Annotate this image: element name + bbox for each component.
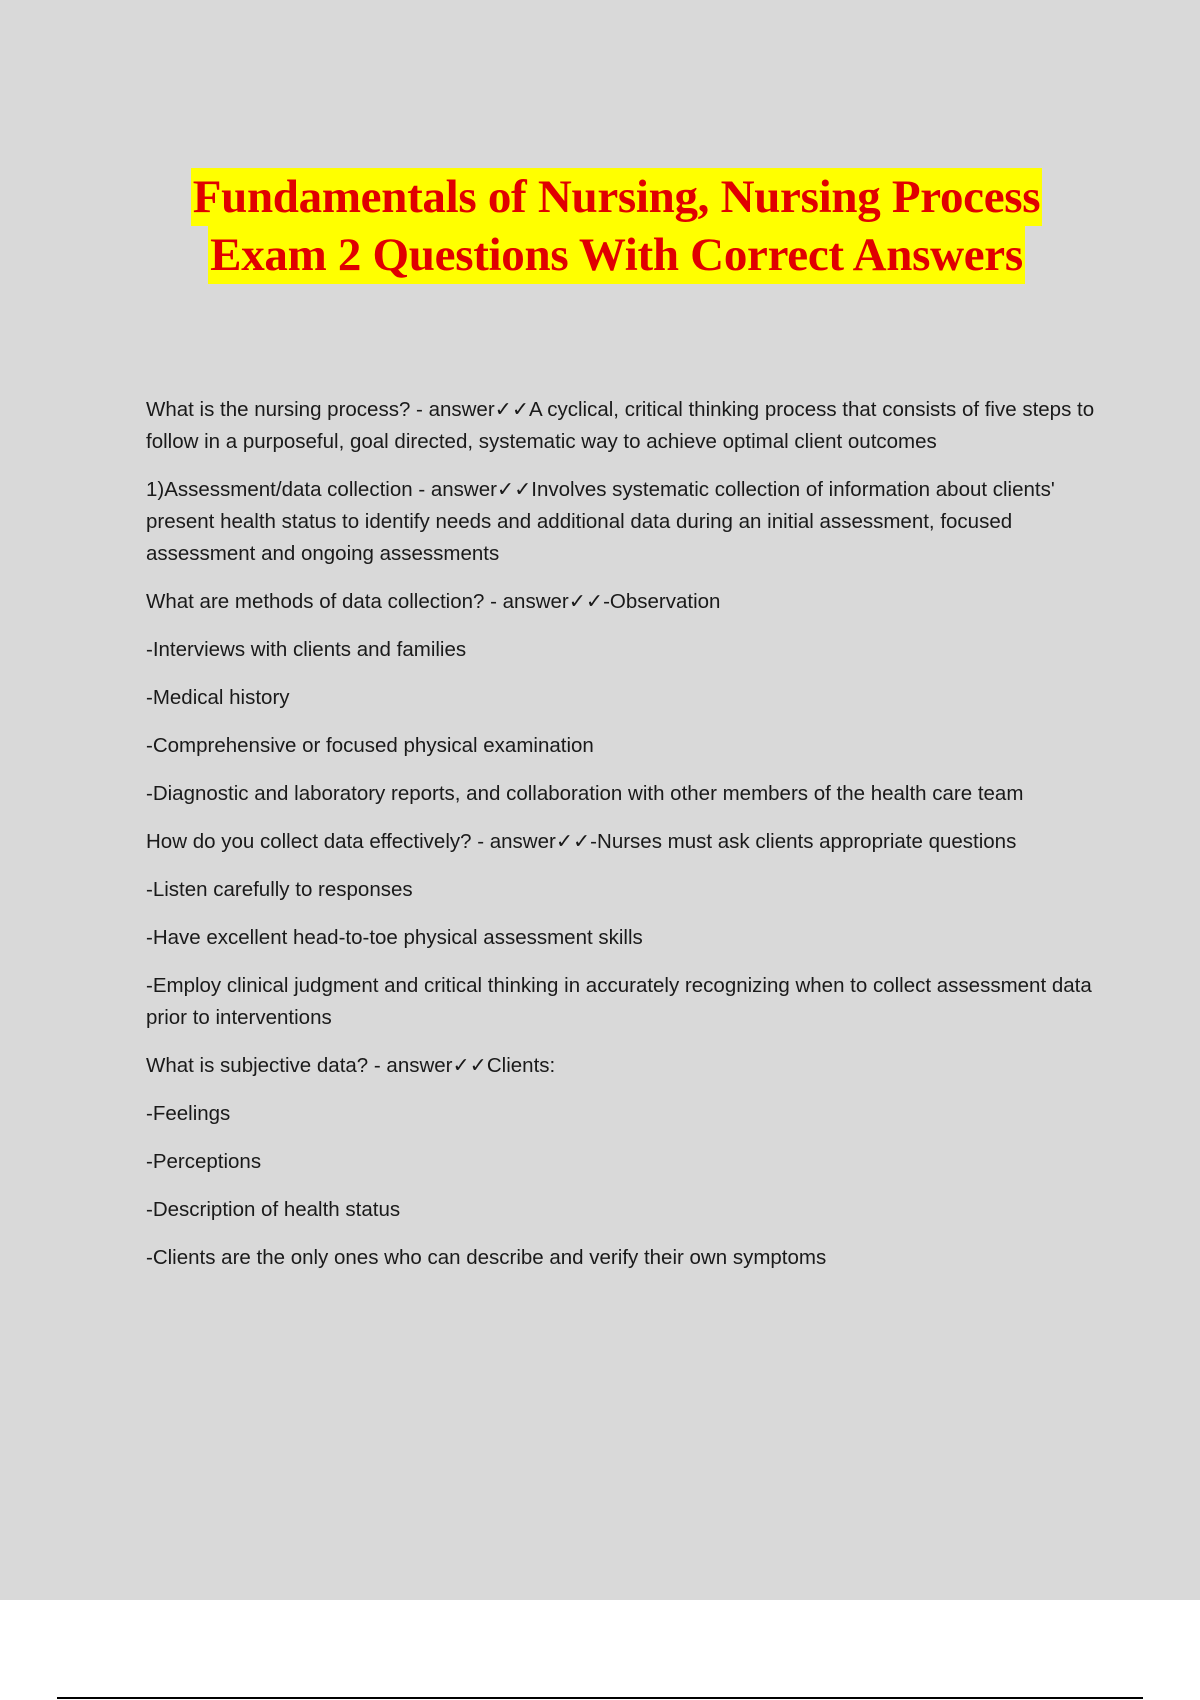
question-assessment: 1)Assessment/data collection - answer✓✓Involves systematic collection of information about clients' present health status to identify needs and additional data during an initial assessment, focused assessment and ongoing assessments [146,478,1055,565]
title-line-1: Fundamentals of Nursing, Nursing Process [191,168,1043,226]
question-collect-data-effectively: How do you collect data effectively? - answer✓✓-Nurses must ask clients appropriate questions [146,830,1017,853]
list-item: -Listen carefully to responses [146,878,413,901]
document-body [146,394,1096,1290]
list-item: -Have excellent head-to-toe physical assessment skills [146,926,643,949]
list-item: -Comprehensive or focused physical examination [146,734,594,757]
list-item: -Employ clinical judgment and critical thinking in accurately recognizing when to collect assessment data prior to interventions [146,974,1092,1029]
title-line-2: Exam 2 Questions With Correct Answers [208,226,1025,284]
question-nursing-process: What is the nursing process? - answer✓✓A cyclical, critical thinking process that consists of five steps to follow in a purposeful, goal directed, systematic way to achieve optimal client outcomes [146,398,1095,453]
list-item: -Perceptions [146,1150,262,1173]
page-bottom-divider [57,1697,1143,1699]
list-item: -Medical history [146,686,290,709]
list-item: -Description of health status [146,1198,401,1221]
list-item: -Clients are the only ones who can describe and verify their own symptoms [146,1246,827,1269]
list-item: -Feelings [146,1102,231,1125]
question-subjective-data: What is subjective data? - answer✓✓Clients: [146,1054,556,1077]
question-data-collection-methods: What are methods of data collection? - answer✓✓-Observation [146,590,721,613]
document-title [0,168,1200,284]
list-item: -Interviews with clients and families [146,638,467,661]
list-item: -Diagnostic and laboratory reports, and collaboration with other members of the health care team [146,782,1024,805]
